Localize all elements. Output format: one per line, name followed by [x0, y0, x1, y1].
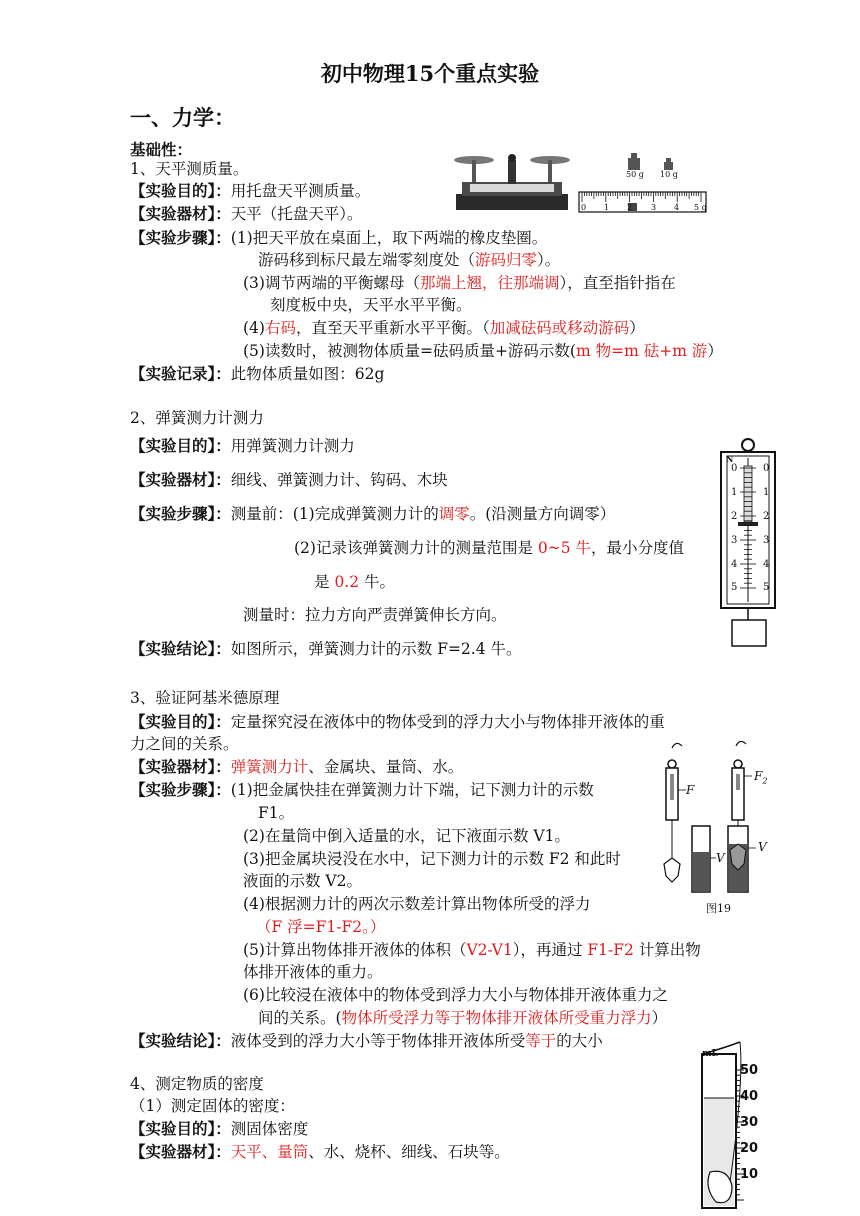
exp2-step-pre: 测量前：(1)完成弹簧测力计的 — [230, 505, 439, 523]
exp2-purpose — [130, 436, 355, 456]
exp3-s5-red2: F1-F2 — [587, 941, 634, 959]
balance-ruler — [578, 191, 708, 213]
fig-label-F2-letter: F — [754, 769, 763, 783]
exp3-s4: (4)根据测力计的两次示数差计算出物体所受的浮力 — [243, 895, 591, 913]
gauge-tick-0: 0 — [731, 463, 738, 474]
exp2-step2b-red: 0.2 — [334, 573, 360, 591]
exp3-purpose — [130, 712, 665, 732]
archimedes-figure — [656, 740, 776, 898]
exp1-step5-red: m 物=m 砝+m 游 — [575, 342, 708, 360]
label-equipment: 【实验器材】： — [130, 204, 231, 223]
fig-caption: 图19 — [706, 902, 731, 915]
exp1-record-text: 此物体质量如图：62g — [230, 365, 385, 383]
exp1-step5 — [243, 341, 723, 361]
exp3-s6b-post: ） — [651, 1009, 668, 1027]
exp2-step2b — [314, 572, 395, 592]
fig-label-F2-sub: 2 — [762, 776, 768, 786]
label-equipment: 【实验器材】： — [130, 470, 231, 489]
cylinder-tick-10: 10 — [740, 1167, 759, 1182]
exp2-conclusion — [130, 639, 522, 659]
exp2-step2b-post: 牛。 — [359, 573, 396, 591]
exp3-equipment — [130, 757, 463, 777]
exp2-during: 测量时：拉力方向严责弹簧伸长方向。 — [243, 606, 507, 624]
exp3-heading: 3、验证阿基米德原理 — [130, 689, 280, 707]
exp3-purpose-text: 定量探究浸在液体中的物体受到的浮力大小与物体排开液体的重 — [230, 713, 665, 731]
exp3-s6b-red: 物体所受浮力等于物体排开液体所受重力浮力 — [341, 1009, 652, 1027]
label-record: 【实验记录】： — [130, 364, 231, 383]
ruler-tick-1: 1 — [604, 203, 610, 212]
exp1-step4-post: ） — [629, 319, 645, 337]
exp3-s5 — [243, 940, 701, 960]
exp3-s5b: 体排开液体的重力。 — [243, 963, 383, 981]
exp3-steps — [130, 780, 594, 800]
gauge-tick-r5: 5 — [763, 582, 770, 593]
exp2-equipment — [130, 470, 448, 490]
page-title: 初中物理15个重点实验 — [320, 61, 540, 86]
cylinder-tick-20: 20 — [740, 1141, 759, 1156]
exp3-conclusion — [130, 1031, 603, 1051]
exp3-s3b: 液面的示数 V2。 — [243, 872, 362, 890]
exp1-step1: (1)把天平放在桌面上，取下两端的橡皮垫圈。 — [230, 229, 548, 247]
exp1-step4-red1: 右码 — [264, 319, 296, 337]
exp4-equip-post: 、水、烧杯、细线、石块等。 — [308, 1143, 510, 1161]
exp4-equip-red: 天平、量筒 — [230, 1143, 309, 1161]
exp1-step5-post: ） — [707, 342, 723, 360]
exp3-s4b: （F 浮=F1-F2。） — [256, 918, 386, 936]
exp3-concl-red: 等于 — [525, 1032, 557, 1050]
exp4-purpose-text: 测固体密度 — [230, 1120, 309, 1138]
gauge-unit-label: N — [726, 454, 734, 464]
label-purpose: 【实验目的】： — [130, 181, 231, 200]
gauge-tick-3: 3 — [731, 535, 738, 546]
exp4-purpose — [130, 1119, 308, 1139]
exp1-heading: 1、天平测质量。 — [130, 160, 249, 178]
exp3-equip-post: 、金属块、量筒、水。 — [308, 758, 464, 776]
exp1-step1b-red: 游码归零 — [475, 251, 538, 269]
gauge-tick-r4: 4 — [763, 559, 770, 570]
exp3-s1: (1)把金属快挂在弹簧测力计下端，记下测力计的示数 — [230, 781, 594, 799]
exp1-step5-pre: (5)读数时，被测物体质量=砝码质量+游码示数( — [243, 342, 576, 360]
exp3-equip-red: 弹簧测力计 — [230, 758, 309, 776]
exp3-s6: (6)比较浸在液体中的物体受到浮力大小与物体排开液体重力之 — [243, 986, 668, 1004]
fig-label-F2 — [754, 769, 767, 785]
exp1-purpose — [130, 181, 370, 201]
exp4-sub1: （1）测定固体的密度： — [130, 1097, 295, 1115]
gauge-tick-r2: 2 — [763, 511, 770, 522]
ruler-tick-4: 4 — [674, 203, 680, 212]
fig-label-F: F — [686, 783, 695, 797]
exp1-step3-red: 那端上翘，往那端调 — [419, 274, 560, 292]
exp3-s3: (3)把金属块浸没在水中，记下测力计的示数 F2 和此时 — [243, 850, 621, 868]
exp2-conclusion-text: 如图所示，弹簧测力计的示数 F=2.4 牛。 — [230, 640, 522, 658]
exp1-step3b: 刻度板中央，天平水平平衡。 — [270, 296, 472, 314]
exp1-record — [130, 364, 384, 384]
exp2-purpose-text: 用弹簧测力计测力 — [230, 437, 355, 455]
exp2-step2-post: ，最小分度值 — [591, 539, 685, 557]
label-conclusion: 【实验结论】： — [130, 639, 231, 658]
exp2-step2-pre: (2)记录该弹簧测力计的测量范围是 — [294, 539, 538, 557]
exp1-purpose-text: 用托盘天平测质量。 — [230, 182, 371, 200]
fig-label-V-left: V — [716, 851, 725, 865]
exp2-step2 — [294, 538, 684, 558]
exp1-step3-post: ），直至指针指在 — [559, 274, 676, 292]
label-purpose: 【实验目的】： — [130, 712, 231, 731]
gauge-tick-r1: 1 — [763, 487, 770, 498]
fig-label-V-right: V — [758, 840, 767, 854]
exp3-s2: (2)在量筒中倒入适量的水，记下液面示数 V1。 — [243, 827, 570, 845]
label-conclusion: 【实验结论】： — [130, 1031, 231, 1050]
exp3-s5-red1: V2-V1 — [466, 941, 513, 959]
section-heading-mechanics: 一、力学： — [130, 105, 235, 130]
label-steps: 【实验步骤】： — [130, 228, 231, 247]
exp3-s5-pre: (5)计算出物体排开液体的体积（ — [243, 941, 467, 959]
exp1-step3 — [243, 273, 676, 293]
label-equipment: 【实验器材】： — [130, 1142, 231, 1161]
ruler-tick-0: 0 — [581, 203, 587, 212]
exp3-purpose2: 力之间的关系。 — [130, 735, 239, 753]
ruler-tick-5: 5 g — [694, 203, 707, 212]
exp1-step4-red2: 加减砝码或移动游码 — [489, 319, 630, 337]
exp3-s5-mid: ），再通过 — [512, 941, 588, 959]
gauge-tick-2: 2 — [731, 511, 738, 522]
label-steps: 【实验步骤】： — [130, 504, 231, 523]
exp2-step-red: 调零 — [438, 505, 470, 523]
exp4-equipment — [130, 1142, 510, 1162]
exp1-step1b — [258, 250, 560, 270]
exp2-step2-red: 0~5 牛 — [537, 539, 592, 557]
exp1-step4 — [243, 318, 645, 338]
weight-50g-label: 50 g — [626, 170, 644, 179]
exp1-step3-pre: (3)调节两端的平衡螺母（ — [243, 274, 420, 292]
gauge-tick-5: 5 — [731, 582, 738, 593]
gauge-tick-1: 1 — [731, 487, 738, 498]
exp2-steps — [130, 504, 615, 524]
subsection-basic: 基础性： — [130, 140, 193, 159]
label-equipment: 【实验器材】： — [130, 757, 231, 776]
cylinder-tick-30: 30 — [740, 1115, 759, 1130]
exp2-step-post: 。(沿测量方向调零） — [469, 505, 616, 523]
exp1-step4-pre: (4) — [243, 319, 265, 337]
exp3-s5-post: 计算出物 — [633, 941, 701, 959]
exp1-equipment — [130, 204, 363, 224]
cylinder-tick-50: 50 — [740, 1063, 759, 1078]
ruler-tick-3: 3 — [651, 203, 657, 212]
exp1-step4-mid: ，直至天平重新水平平衡。（ — [295, 319, 490, 337]
balance-scale-illustration — [452, 146, 572, 214]
exp2-equipment-text: 细线、弹簧测力计、钩码、木块 — [230, 471, 448, 489]
exp4-heading: 4、测定物质的密度 — [130, 1075, 264, 1093]
exp1-equipment-text: 天平（托盘天平）。 — [230, 205, 363, 223]
gauge-tick-r0: 0 — [763, 463, 770, 474]
cylinder-tick-40: 40 — [740, 1089, 759, 1104]
exp1-step1b-pre: 游码移到标尺最左端零刻度处（ — [258, 251, 476, 269]
exp3-concl-pre: 液体受到的浮力大小等于物体排开液体所受 — [230, 1032, 526, 1050]
exp2-step2b-pre: 是 — [314, 573, 335, 591]
label-steps: 【实验步骤】： — [130, 780, 231, 799]
exp3-concl-post: 的大小 — [556, 1032, 603, 1050]
weight-10g-label: 10 g — [660, 170, 678, 179]
exp2-heading: 2、弹簧测力计测力 — [130, 409, 264, 427]
exp1-steps — [130, 228, 547, 248]
label-purpose: 【实验目的】： — [130, 436, 231, 455]
exp3-s1b: F1。 — [258, 804, 295, 822]
cylinder-unit-label: mL — [702, 1049, 718, 1059]
label-purpose: 【实验目的】： — [130, 1119, 231, 1138]
gauge-tick-4: 4 — [731, 559, 738, 570]
exp3-s6b — [258, 1008, 667, 1028]
ruler-tick-2: 2 — [627, 203, 633, 212]
exp3-s6b-pre: 间的关系。( — [258, 1009, 342, 1027]
gauge-tick-r3: 3 — [763, 535, 770, 546]
exp1-step1b-post: ）。 — [537, 251, 561, 269]
